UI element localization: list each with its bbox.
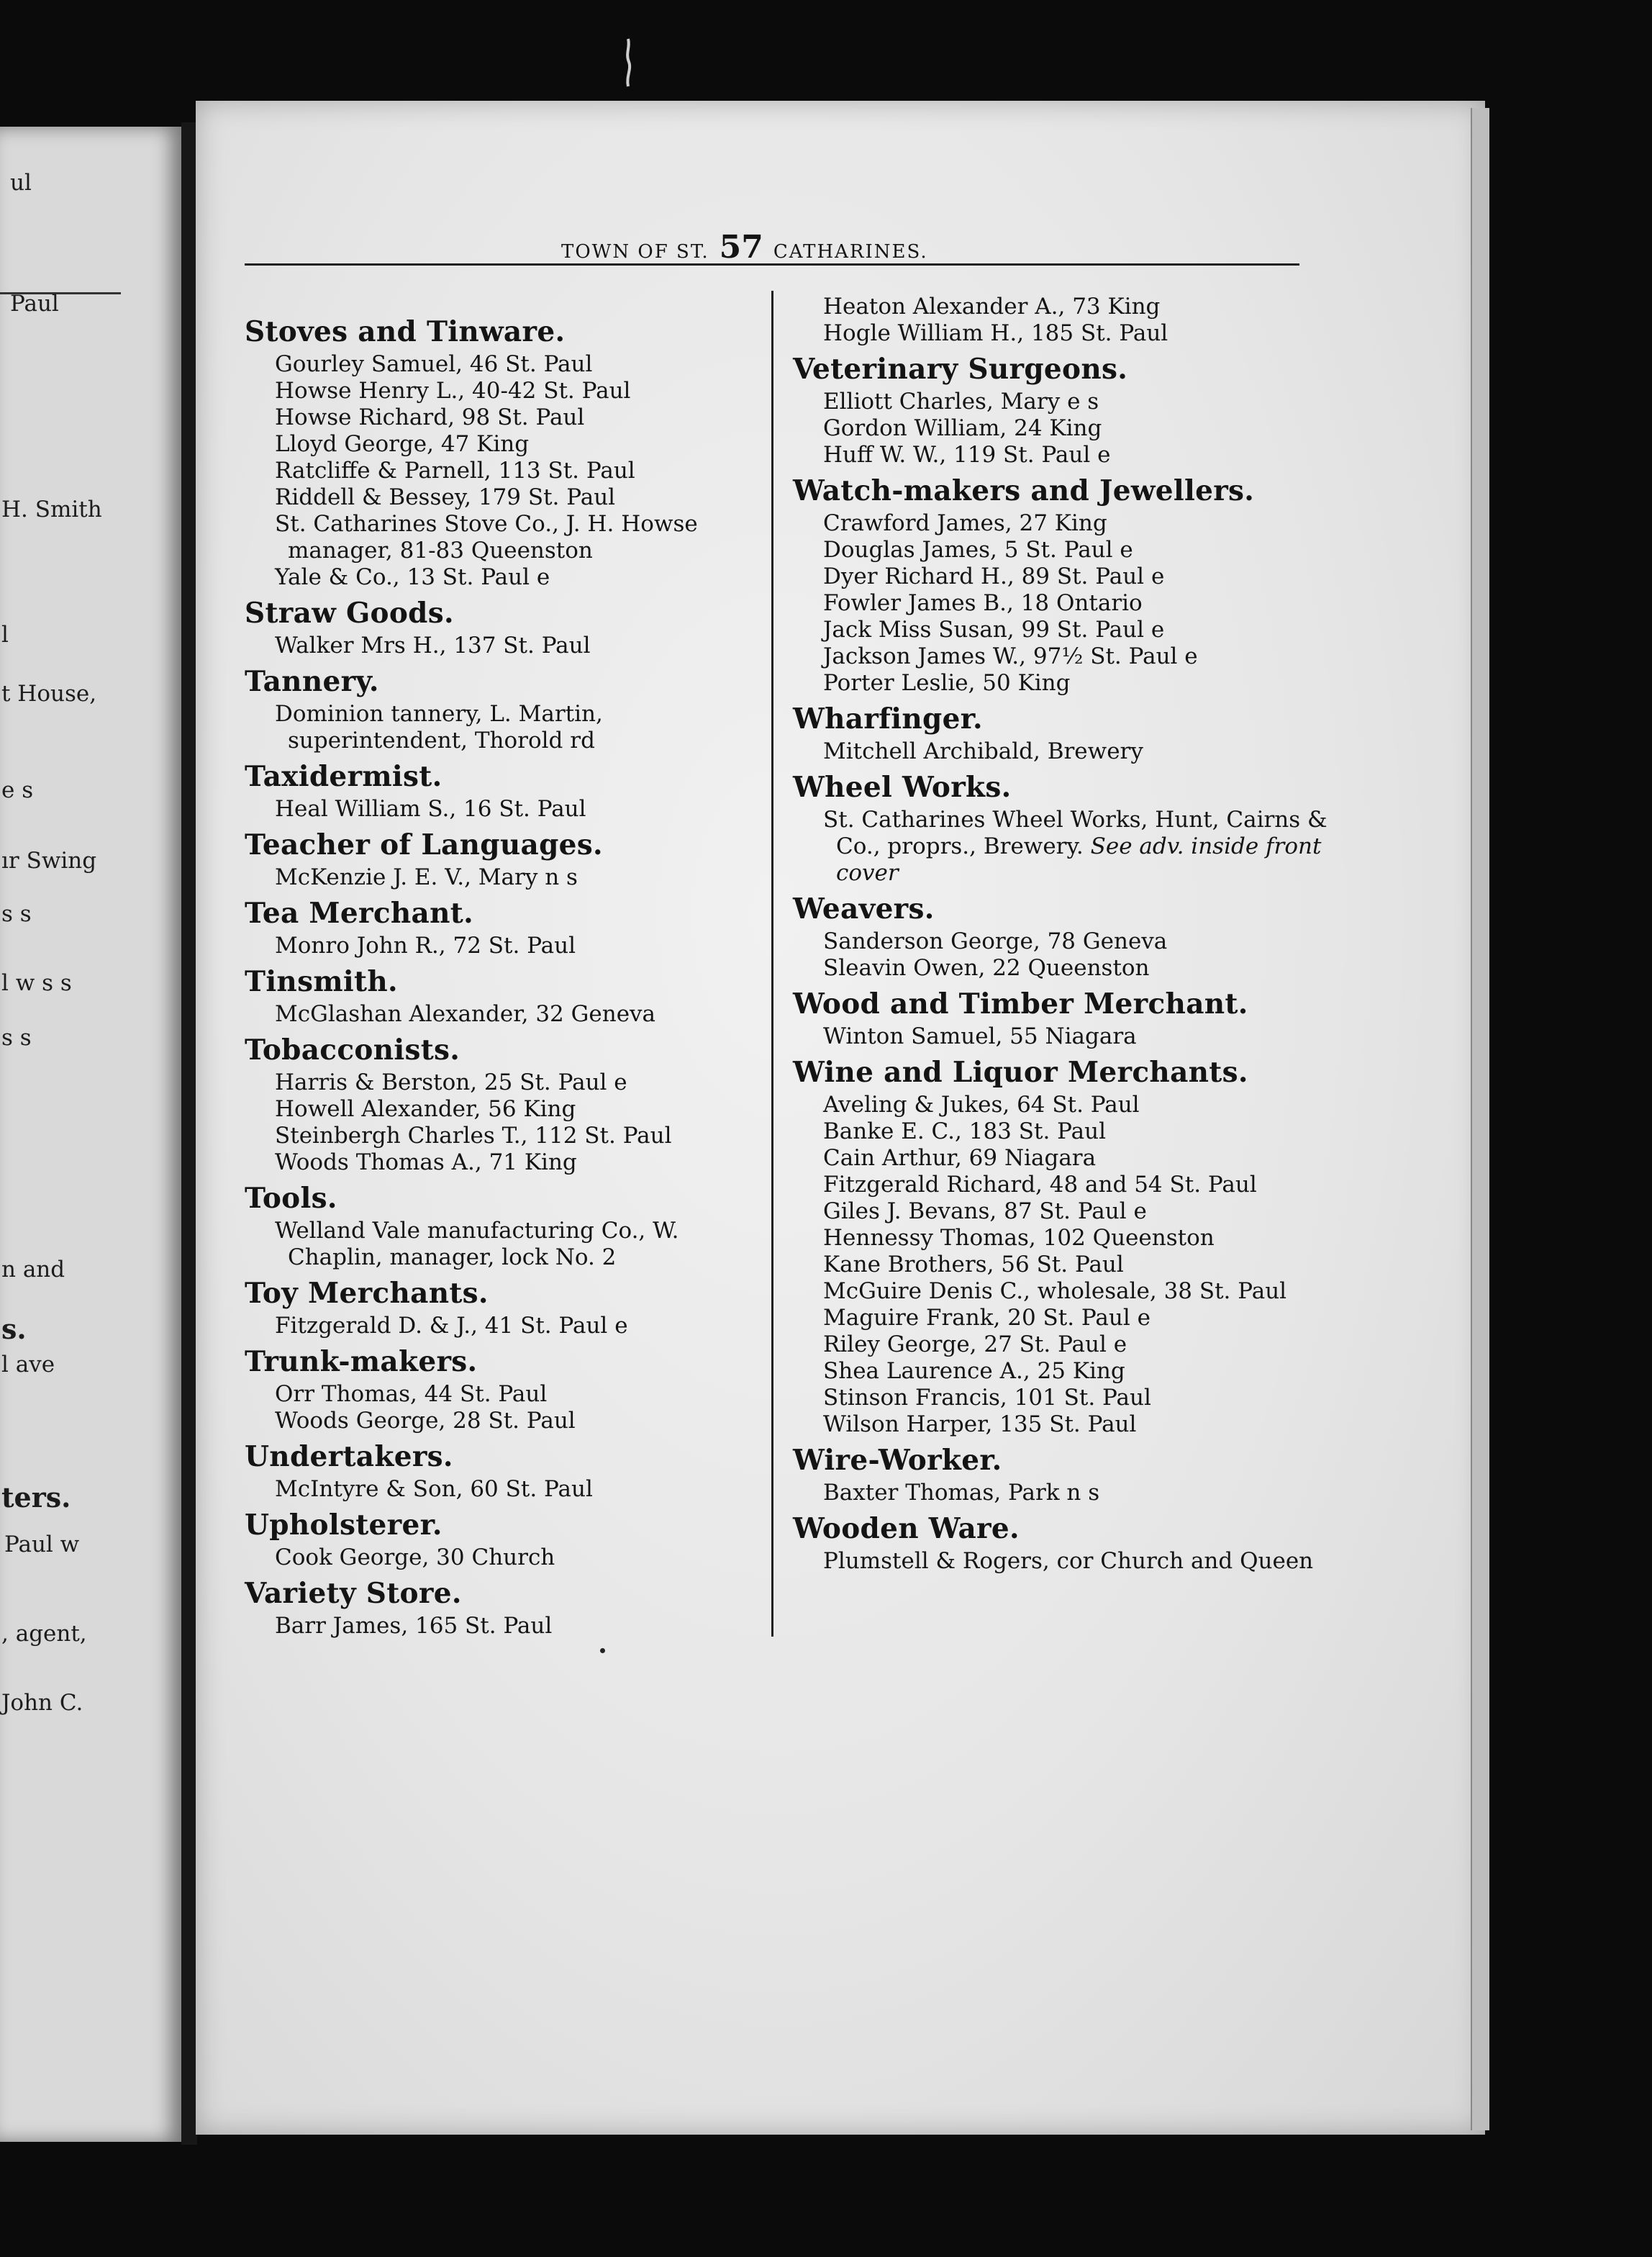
facing-page-fragment: ul xyxy=(10,170,32,196)
page-top-mark xyxy=(623,37,633,88)
facing-page-fragment: s. xyxy=(1,1313,27,1345)
category-heading: Variety Store. xyxy=(245,1577,462,1610)
directory-entry xyxy=(258,701,763,754)
directory-entry xyxy=(258,431,763,458)
entry-text: Shea Laurence A., 25 King xyxy=(823,1358,1125,1384)
section-undertakers xyxy=(245,1437,763,1503)
directory-entry xyxy=(258,1123,763,1149)
facing-page xyxy=(0,127,181,2142)
book-gutter xyxy=(181,122,197,2145)
category-heading: Wooden Ware. xyxy=(793,1512,1020,1545)
column-rule xyxy=(771,291,773,1637)
section-tinsmith xyxy=(245,962,763,1028)
section-weavers xyxy=(793,890,1354,982)
category-heading: Weavers. xyxy=(793,892,935,926)
directory-entry xyxy=(806,1172,1354,1198)
facing-page-fragment: t House, xyxy=(1,681,97,707)
directory-entry xyxy=(258,1218,763,1271)
entry-text: Fowler James B., 18 Ontario xyxy=(823,590,1143,616)
entry-text: Barr James, 165 St. Paul xyxy=(275,1613,553,1639)
entry-text: Baxter Thomas, Park n s xyxy=(823,1480,1100,1506)
entry-text: St. Catharines Stove Co., J. H. Howse manager, 81-83 Queenston xyxy=(275,511,698,564)
entry-text: Howse Henry L., 40-42 St. Paul xyxy=(275,378,631,404)
entry-text: Heal William S., 16 St. Paul xyxy=(275,796,586,822)
category-heading: Wood and Timber Merchant. xyxy=(793,987,1248,1021)
entry-text: Woods Thomas A., 71 King xyxy=(275,1149,577,1175)
entry-text: Crawford James, 27 King xyxy=(823,510,1107,536)
directory-entry xyxy=(806,590,1354,617)
section-tobacconists xyxy=(245,1031,763,1176)
directory-entry xyxy=(258,378,763,404)
entry-text: Mitchell Archibald, Brewery xyxy=(823,738,1143,764)
section-trunk-makers xyxy=(245,1342,763,1434)
ink-dot xyxy=(600,1648,605,1653)
entry-text: Howse Richard, 98 St. Paul xyxy=(275,404,585,430)
section-tea-merchant xyxy=(245,894,763,959)
section-wharfinger xyxy=(793,700,1354,765)
section-wheel-works xyxy=(793,768,1354,887)
category-heading: Taxidermist. xyxy=(245,760,442,793)
directory-entry xyxy=(806,928,1354,955)
entry-text: Plumstell & Rogers, cor Church and Queen xyxy=(823,1548,1314,1574)
directory-entry xyxy=(806,320,1354,347)
entry-text: Harris & Berston, 25 St. Paul e xyxy=(275,1069,627,1095)
section-continued xyxy=(793,294,1354,347)
directory-entry xyxy=(258,633,763,659)
directory-entry xyxy=(258,1149,763,1176)
directory-entry xyxy=(258,484,763,511)
facing-page-fragment: Paul xyxy=(10,291,59,317)
directory-entry xyxy=(806,1278,1354,1305)
directory-entry xyxy=(806,617,1354,643)
page-number: 57 xyxy=(719,229,763,266)
category-heading: Tools. xyxy=(245,1182,337,1215)
category-heading: Watch-makers and Jewellers. xyxy=(793,474,1255,507)
facing-page-fragment: n and xyxy=(1,1257,65,1283)
section-toy-merchants xyxy=(245,1274,763,1339)
facing-page-fragment: ır Swing xyxy=(1,848,97,874)
entry-text: Winton Samuel, 55 Niagara xyxy=(823,1023,1137,1049)
directory-entry xyxy=(258,458,763,484)
entry-text: McKenzie J. E. V., Mary n s xyxy=(275,864,578,890)
entry-text: Jackson James W., 97½ St. Paul e xyxy=(823,643,1198,669)
section-upholsterer xyxy=(245,1506,763,1571)
directory-entry xyxy=(258,404,763,431)
entry-text: Hennessy Thomas, 102 Queenston xyxy=(823,1225,1215,1251)
category-heading: Wharfinger. xyxy=(793,702,983,736)
entry-text: Riley George, 27 St. Paul e xyxy=(823,1331,1127,1357)
section-wine-and-liquor-merchants xyxy=(793,1053,1354,1438)
category-heading: Stoves and Tinware. xyxy=(245,315,566,348)
entry-text: Sanderson George, 78 Geneva xyxy=(823,928,1168,954)
directory-entry xyxy=(806,1411,1354,1438)
directory-entry xyxy=(806,955,1354,982)
category-heading: Wheel Works. xyxy=(793,771,1012,804)
directory-entry xyxy=(806,1385,1354,1411)
entry-text: Dominion tannery, L. Martin, superintendent, Thorold rd xyxy=(275,701,603,754)
facing-page-fragment: e s xyxy=(1,777,34,803)
entry-text: Maguire Frank, 20 St. Paul e xyxy=(823,1305,1150,1331)
directory-entry xyxy=(806,537,1354,564)
section-straw-goods xyxy=(245,594,763,659)
directory-entry xyxy=(258,864,763,891)
entry-text: Ratcliffe & Parnell, 113 St. Paul xyxy=(275,458,635,484)
entry-text: Heaton Alexander A., 73 King xyxy=(823,294,1161,320)
entry-text: Porter Leslie, 50 King xyxy=(823,670,1071,696)
entry-text: Elliott Charles, Mary e s xyxy=(823,389,1099,415)
section-teacher-of-languages xyxy=(245,826,763,891)
directory-entry xyxy=(806,1548,1354,1575)
entry-text: Douglas James, 5 St. Paul e xyxy=(823,537,1133,563)
directory-entry xyxy=(258,1096,763,1123)
directory-entry xyxy=(806,442,1354,469)
facing-page-fragment: ters. xyxy=(1,1481,71,1514)
section-veterinary-surgeons xyxy=(793,350,1354,469)
category-heading: Wine and Liquor Merchants. xyxy=(793,1056,1248,1089)
facing-page-fragment: l ave xyxy=(1,1352,55,1378)
directory-entry xyxy=(806,643,1354,670)
category-heading: Undertakers. xyxy=(245,1440,453,1473)
advertisement-note: See adv. inside front cover xyxy=(836,833,1322,886)
directory-entry xyxy=(806,670,1354,697)
entry-text: Huff W. W., 119 St. Paul e xyxy=(823,442,1111,468)
left-column xyxy=(245,309,763,1639)
entry-text: Kane Brothers, 56 St. Paul xyxy=(823,1252,1124,1277)
category-heading: Tobacconists. xyxy=(245,1033,460,1067)
section-tools xyxy=(245,1179,763,1271)
header-rule xyxy=(245,263,1299,266)
header-right: CATHARINES. xyxy=(773,241,928,263)
section-wire-worker xyxy=(793,1441,1354,1506)
directory-entry xyxy=(258,1613,763,1639)
facing-page-fragment: , agent, xyxy=(1,1621,87,1647)
directory-entry xyxy=(806,1305,1354,1331)
category-heading: Straw Goods. xyxy=(245,597,454,630)
entry-text: Banke E. C., 183 St. Paul xyxy=(823,1118,1106,1144)
directory-entry xyxy=(806,738,1354,765)
directory-entry xyxy=(806,564,1354,590)
entry-text: McGlashan Alexander, 32 Geneva xyxy=(275,1001,656,1027)
entry-text: Stinson Francis, 101 St. Paul xyxy=(823,1385,1151,1411)
directory-entry xyxy=(806,1092,1354,1118)
category-heading: Tinsmith. xyxy=(245,965,398,998)
directory-entry xyxy=(806,807,1354,887)
section-tannery xyxy=(245,662,763,754)
running-header xyxy=(561,229,935,266)
category-heading: Tea Merchant. xyxy=(245,897,473,930)
directory-entry xyxy=(258,1069,763,1096)
entry-text: Wilson Harper, 135 St. Paul xyxy=(823,1411,1137,1437)
section-wooden-ware xyxy=(793,1509,1354,1575)
directory-entry xyxy=(806,1145,1354,1172)
header-left: TOWN OF ST. xyxy=(561,241,709,263)
entry-text: Sleavin Owen, 22 Queenston xyxy=(823,955,1150,981)
directory-entry xyxy=(806,1252,1354,1278)
directory-entry xyxy=(258,1408,763,1434)
right-column xyxy=(793,294,1354,1575)
section-variety-store xyxy=(245,1574,763,1639)
entry-text: Dyer Richard H., 89 St. Paul e xyxy=(823,564,1165,589)
directory-entry xyxy=(806,1225,1354,1252)
entry-text: St. Catharines Wheel Works, Hunt, Cairns & Co., proprs., Brewery. xyxy=(823,807,1328,859)
directory-entry xyxy=(806,294,1354,320)
entry-text: Fitzgerald Richard, 48 and 54 St. Paul xyxy=(823,1172,1257,1198)
directory-entry xyxy=(806,389,1354,415)
entry-text: Cain Arthur, 69 Niagara xyxy=(823,1145,1097,1171)
entry-text: Riddell & Bessey, 179 St. Paul xyxy=(275,484,616,510)
section-stoves-and-tinware xyxy=(245,312,763,591)
facing-page-fragment: John C. xyxy=(1,1690,83,1716)
directory-entry xyxy=(806,1358,1354,1385)
entry-text: Walker Mrs H., 137 St. Paul xyxy=(275,633,591,659)
entry-text: Aveling & Jukes, 64 St. Paul xyxy=(823,1092,1140,1118)
entry-text: Gordon William, 24 King xyxy=(823,415,1102,441)
directory-entry xyxy=(258,1001,763,1028)
directory-entry xyxy=(258,1476,763,1503)
directory-entry xyxy=(806,510,1354,537)
entry-text: McGuire Denis C., wholesale, 38 St. Paul xyxy=(823,1278,1287,1304)
entry-text: Gourley Samuel, 46 St. Paul xyxy=(275,351,593,377)
directory-entry xyxy=(806,1198,1354,1225)
category-heading: Wire-Worker. xyxy=(793,1444,1002,1477)
entry-text: Woods George, 28 St. Paul xyxy=(275,1408,576,1434)
entry-text: Monro John R., 72 St. Paul xyxy=(275,933,576,959)
entry-text: Giles J. Bevans, 87 St. Paul e xyxy=(823,1198,1147,1224)
entry-text: Jack Miss Susan, 99 St. Paul e xyxy=(823,617,1165,643)
page-edge xyxy=(1471,108,1489,2130)
directory-entry xyxy=(258,1313,763,1339)
directory-entry xyxy=(806,1118,1354,1145)
entry-text: Orr Thomas, 44 St. Paul xyxy=(275,1381,548,1407)
directory-entry xyxy=(806,1331,1354,1358)
entry-text: Cook George, 30 Church xyxy=(275,1544,555,1570)
directory-entry xyxy=(258,564,763,591)
facing-page-fragment: l xyxy=(1,622,9,648)
entry-text: Steinbergh Charles T., 112 St. Paul xyxy=(275,1123,672,1149)
directory-entry xyxy=(258,796,763,823)
section-watch-makers-and-jewellers xyxy=(793,471,1354,697)
entry-text: McIntyre & Son, 60 St. Paul xyxy=(275,1476,593,1502)
category-heading: Teacher of Languages. xyxy=(245,828,603,861)
facing-page-fragment: l w s s xyxy=(1,970,72,996)
section-taxidermist xyxy=(245,757,763,823)
directory-entry xyxy=(258,351,763,378)
facing-page-fragment: H. Smith xyxy=(1,497,102,523)
directory-entry xyxy=(806,415,1354,442)
category-heading: Upholsterer. xyxy=(245,1509,442,1542)
entry-text: Lloyd George, 47 King xyxy=(275,431,530,457)
entry-text: Yale & Co., 13 St. Paul e xyxy=(275,564,550,590)
entry-text: Howell Alexander, 56 King xyxy=(275,1096,576,1122)
section-wood-and-timber-merchant xyxy=(793,985,1354,1050)
category-heading: Toy Merchants. xyxy=(245,1277,489,1310)
entry-text: Fitzgerald D. & J., 41 St. Paul e xyxy=(275,1313,628,1339)
directory-entry xyxy=(806,1023,1354,1050)
category-heading: Trunk-makers. xyxy=(245,1345,478,1378)
facing-page-fragment: s s xyxy=(1,901,32,927)
facing-page-fragment: Paul w xyxy=(4,1532,80,1557)
facing-page-fragment: s s xyxy=(1,1025,32,1051)
directory-entry xyxy=(258,1381,763,1408)
directory-entry xyxy=(806,1480,1354,1506)
directory-entry xyxy=(258,511,763,564)
entry-text: Hogle William H., 185 St. Paul xyxy=(823,320,1168,346)
category-heading: Veterinary Surgeons. xyxy=(793,353,1128,386)
directory-entry xyxy=(258,1544,763,1571)
directory-entry xyxy=(258,933,763,959)
category-heading: Tannery. xyxy=(245,665,379,698)
entry-text: Welland Vale manufacturing Co., W. Chaplin, manager, lock No. 2 xyxy=(275,1218,679,1270)
